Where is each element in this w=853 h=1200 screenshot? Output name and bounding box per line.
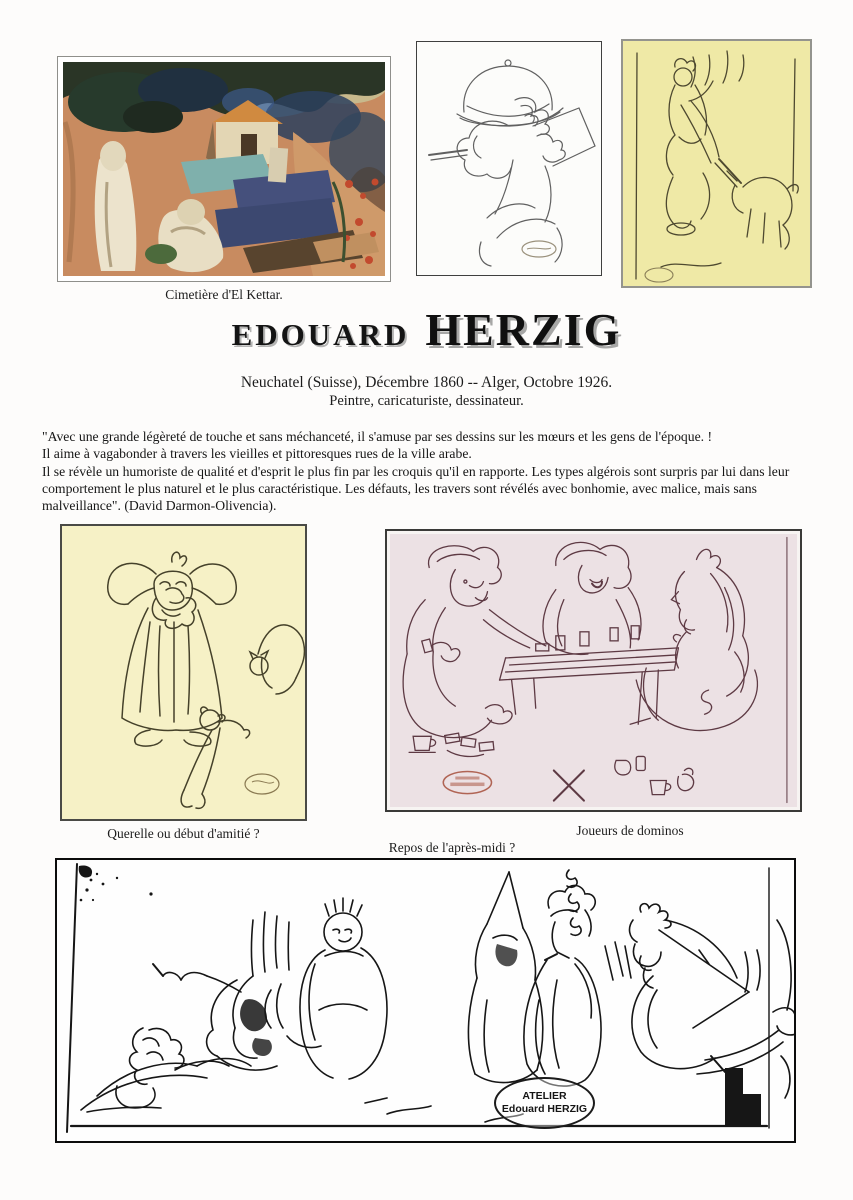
atelier-edouard-herzig-stamp (494, 1077, 595, 1129)
professions: Peintre, caricaturiste, dessinateur. (329, 393, 524, 409)
artwork-goat-man-sketch (621, 39, 812, 288)
helmet-man-sketch-image (417, 42, 601, 275)
quote-line-3: Il se révèle un humoriste de qualité et d'esprit le plus fin par les croquis qu'il en rapporte. Les types algérois sont surpris par lui dans leur comportement le plus naturel et le plus caractéristique. Les défauts, les travers sont révélés avec bonhomie, avec malice, mais sans malveillance". (David Darmon-Olivencia). (42, 463, 790, 514)
artwork-querelle-sketch (60, 524, 307, 821)
querelle-sketch-image (62, 526, 305, 819)
artwork-cimetiere-painting (57, 56, 391, 282)
stamp-line-1: ATELIER (522, 1089, 567, 1102)
atelier-stamp-icon (645, 268, 673, 282)
title-last-name: HERZIG (425, 304, 622, 355)
page-title (0, 303, 853, 356)
caption-dominos: Joueurs de dominos (576, 823, 684, 838)
quote-paragraph (42, 428, 828, 514)
caption-repos: Repos de l'après-midi ? (388, 840, 516, 855)
quote-line-1: "Avec une grande légèreté de touche et sans méchanceté, il s'amuse par ses dessins sur les mœurs et les gens de l'époque. ! (42, 429, 713, 444)
atelier-stamp-icon (443, 771, 491, 793)
atelier-stamp-icon (245, 774, 279, 794)
stamp-line-2: Edouard HERZIG (501, 1103, 588, 1115)
quote-line-2: Il aime à vagabonder à travers les vieilles et pittoresques rues de la ville arabe. (42, 446, 472, 462)
repos-sketch-image (57, 860, 794, 1141)
artwork-helmet-man-sketch (416, 41, 602, 276)
cimetiere-watercolor-image (63, 62, 385, 276)
caption-querelle: Querelle ou début d'amitié ? (107, 826, 260, 841)
caption-cimetiere: Cimetière d'El Kettar. (165, 287, 283, 302)
dominos-sketch-image (387, 531, 800, 810)
artwork-dominos-sketch (385, 529, 802, 812)
goat-man-sketch-image (623, 41, 810, 286)
title-first-name: EDOUARD (231, 317, 410, 352)
life-dates: Neuchatel (Suisse), Décembre 1860 -- Alger, Octobre 1926. (240, 374, 613, 391)
artwork-repos-sketch (55, 858, 796, 1143)
